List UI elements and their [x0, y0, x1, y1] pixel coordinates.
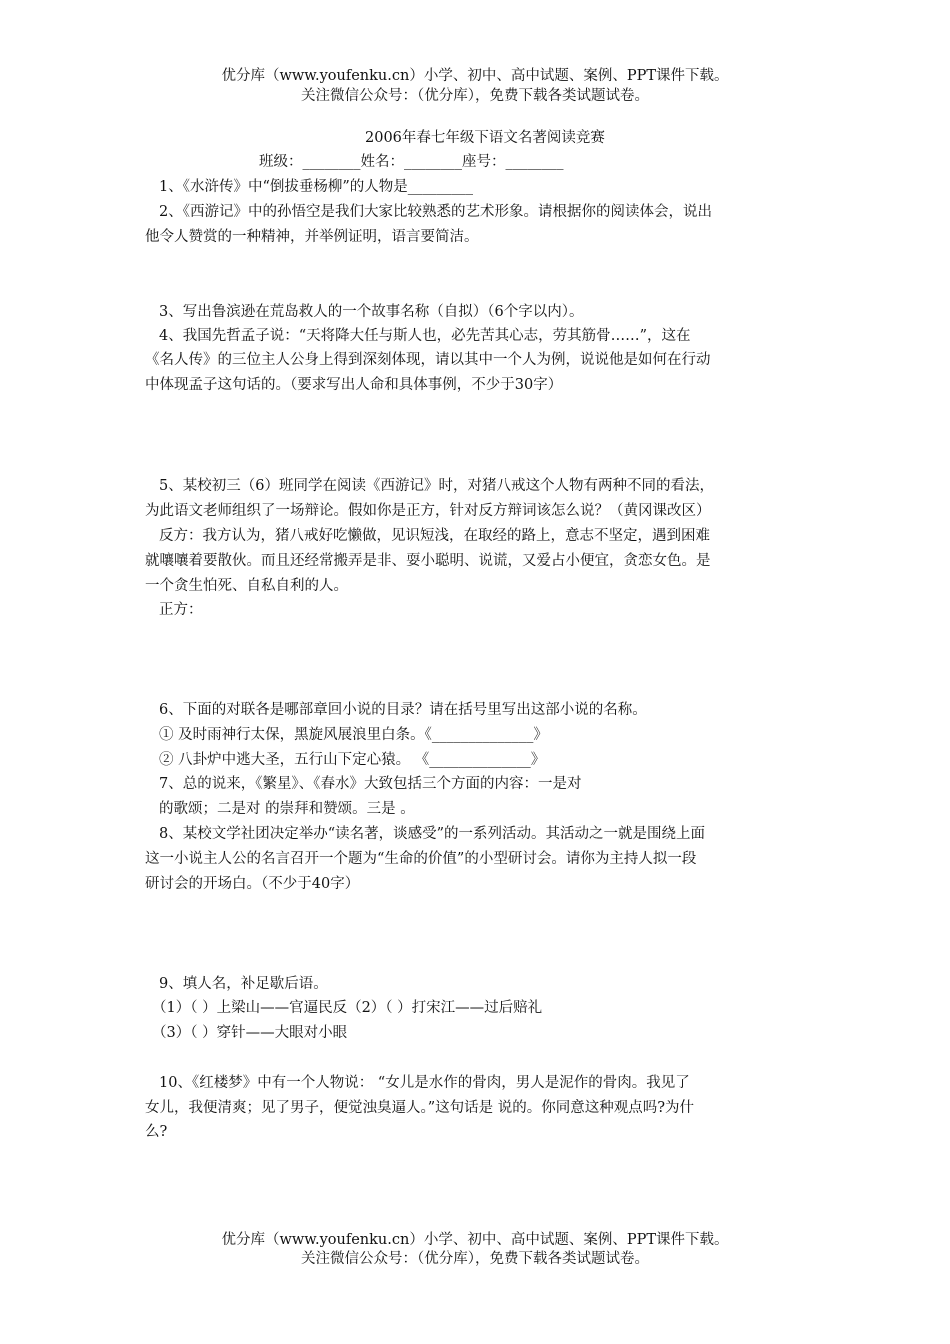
question-5-line-5: 一个贪生怕死、自私自利的人。: [145, 578, 348, 594]
footer-line-2: 关注微信公众号：（优分库），免费下载各类试题试卷。: [301, 1251, 649, 1267]
question-6-line-1: 6、下面的对联各是哪部章回小说的目录？请在括号里写出这部小说的名称。: [159, 702, 647, 718]
page-title: 2006年春七年级下语文名著阅读竞赛: [365, 130, 605, 146]
question-7-line-2: 的歌颂；二是对 的崇拜和赞颂。三是 。: [159, 801, 415, 817]
question-5-line-3: 反方：我方认为，猪八戒好吃懒做，见识短浅，在取经的路上，意志不坚定，遇到困难: [159, 528, 710, 544]
question-5-line-2: 为此语文老师组织了一场辩论。假如你是正方，针对反方辩词该怎么说？（黄冈课改区）: [145, 503, 711, 519]
question-10-line-3: 么?: [145, 1124, 168, 1140]
footer-line-1: 优分库（www.youfenku.cn）小学、初中、高中试题、案例、PPT课件下载。: [221, 1232, 729, 1248]
question-5-line-4: 就嚷嚷着要散伙。而且还经常搬弄是非、耍小聪明、说谎，又爱占小便宜，贪恋女色。是: [145, 553, 711, 569]
question-4-line-1: 4、我国先哲孟子说：“天将降大任与斯人也，必先苦其心志，劳其筋骨……”，这在: [159, 328, 691, 344]
question-1: 1、《水浒传》中“倒拔垂杨柳”的人物是_________: [159, 179, 474, 195]
question-5-line-6: 正方：: [159, 602, 203, 618]
question-4-line-3: 中体现孟子这句话的。（要求写出人命和具体事例，不少于30字）: [145, 377, 563, 393]
question-10-line-2: 女儿，我便清爽；见了男子，便觉浊臭逼人。”这句话是 说的。你同意这种观点吗?为什: [145, 1100, 695, 1116]
student-info: 班级：________姓名：________座号：________: [259, 154, 564, 170]
question-8-line-2: 这一小说主人公的名言召开一个题为“生命的价值”的小型研讨会。请你为主持人拟一段: [145, 851, 697, 867]
question-6-line-2: ① 及时雨神行太保，黑旋风展浪里白条。《______________》: [159, 727, 548, 743]
question-2-line-2: 他令人赞赏的一种精神，并举例证明，语言要简洁。: [145, 229, 479, 245]
question-10-line-1: 10、《红楼梦》中有一个人物说： “女儿是水作的骨肉，男人是泥作的骨肉。我见了: [159, 1075, 690, 1091]
question-8-line-3: 研讨会的开场白。（不少于40字）: [145, 876, 360, 892]
question-6-line-3: ② 八卦炉中逃大圣，五行山下定心猿。 《______________》: [159, 752, 546, 768]
question-4-line-2: 《名人传》的三位主人公身上得到深刻体现，请以其中一个人为例，说说他是如何在行动: [145, 352, 711, 368]
question-2-line-1: 2、《西游记》中的孙悟空是我们大家比较熟悉的艺术形象。请根据你的阅读体会，说出: [159, 204, 712, 220]
question-3: 3、写出鲁滨逊在荒岛救人的一个故事名称（自拟）（6个字以内）。: [159, 304, 584, 320]
question-8-line-1: 8、某校文学社团决定举办“读名著，谈感受”的一系列活动。其活动之一就是围绕上面: [159, 826, 706, 842]
question-7-line-1: 7、总的说来，《繁星》、《春水》大致包括三个方面的内容：一是对: [159, 776, 582, 792]
question-9-line-2: （1）（ ）上梁山——官逼民反（2）（ ）打宋江——过后赔礼: [152, 1000, 543, 1016]
question-5-line-1: 5、某校初三（6）班同学在阅读《西游记》时，对猪八戒这个人物有两种不同的看法，: [159, 478, 714, 494]
question-9-line-3: （3）（ ）穿针——大眼对小眼: [152, 1025, 348, 1041]
header-line-2: 关注微信公众号：（优分库），免费下载各类试题试卷。: [301, 88, 649, 104]
header-line-1: 优分库（www.youfenku.cn）小学、初中、高中试题、案例、PPT课件下载。: [221, 68, 729, 84]
question-9-line-1: 9、填人名，补足歇后语。: [159, 976, 328, 992]
